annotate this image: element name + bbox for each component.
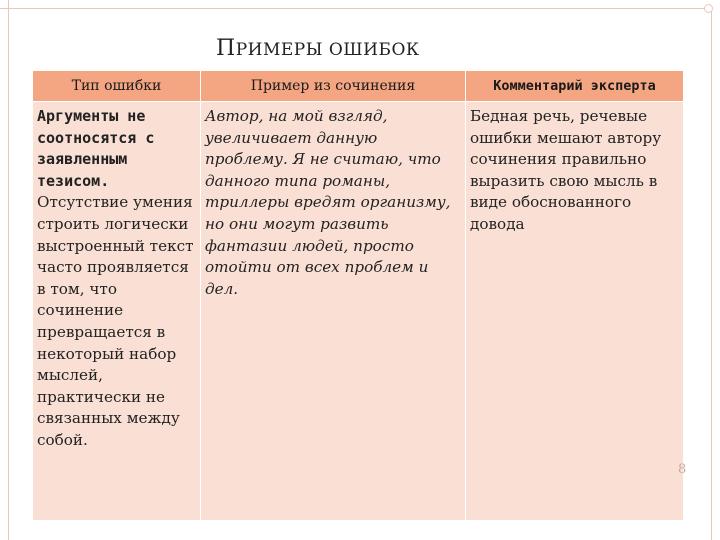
cell-expert-comment: Бедная речь, речевые ошибки мешают автору сочинения правильно выразить свою мысль в виде обоснованного довода xyxy=(466,102,683,520)
error-type-description: Отсутствие умения строить логически выстроенный текст часто проявляется в том, что сочинение превращается в некоторый набор мыслей, практически не связанных между собой. xyxy=(37,193,194,449)
cell-error-type xyxy=(33,102,200,520)
title-initial: П xyxy=(216,36,236,61)
title-rest: РИМЕРЫ ОШИБОК xyxy=(235,40,420,60)
page-number: 8 xyxy=(678,462,687,477)
cell-example: Автор, на мой взгляд, увеличивает данную проблему. Я не считаю, что данного типа романы, триллеры вредят организму, но они могут развить фантазии людей, просто отойти от всех проблем и дел. xyxy=(201,102,465,520)
slide-title xyxy=(216,36,420,61)
frame-corner-dot xyxy=(704,4,713,13)
frame-top-line xyxy=(0,8,712,9)
frame-left-line xyxy=(8,0,9,540)
header-expert-comment: Комментарий эксперта xyxy=(466,71,683,101)
errors-table xyxy=(33,71,683,520)
frame-right-line xyxy=(711,8,712,540)
error-type-lead: Аргументы не соотносятся с заявленным тезисом. xyxy=(37,107,155,190)
header-error-type: Тип ошибки xyxy=(33,71,200,101)
header-example: Пример из сочинения xyxy=(201,71,465,101)
